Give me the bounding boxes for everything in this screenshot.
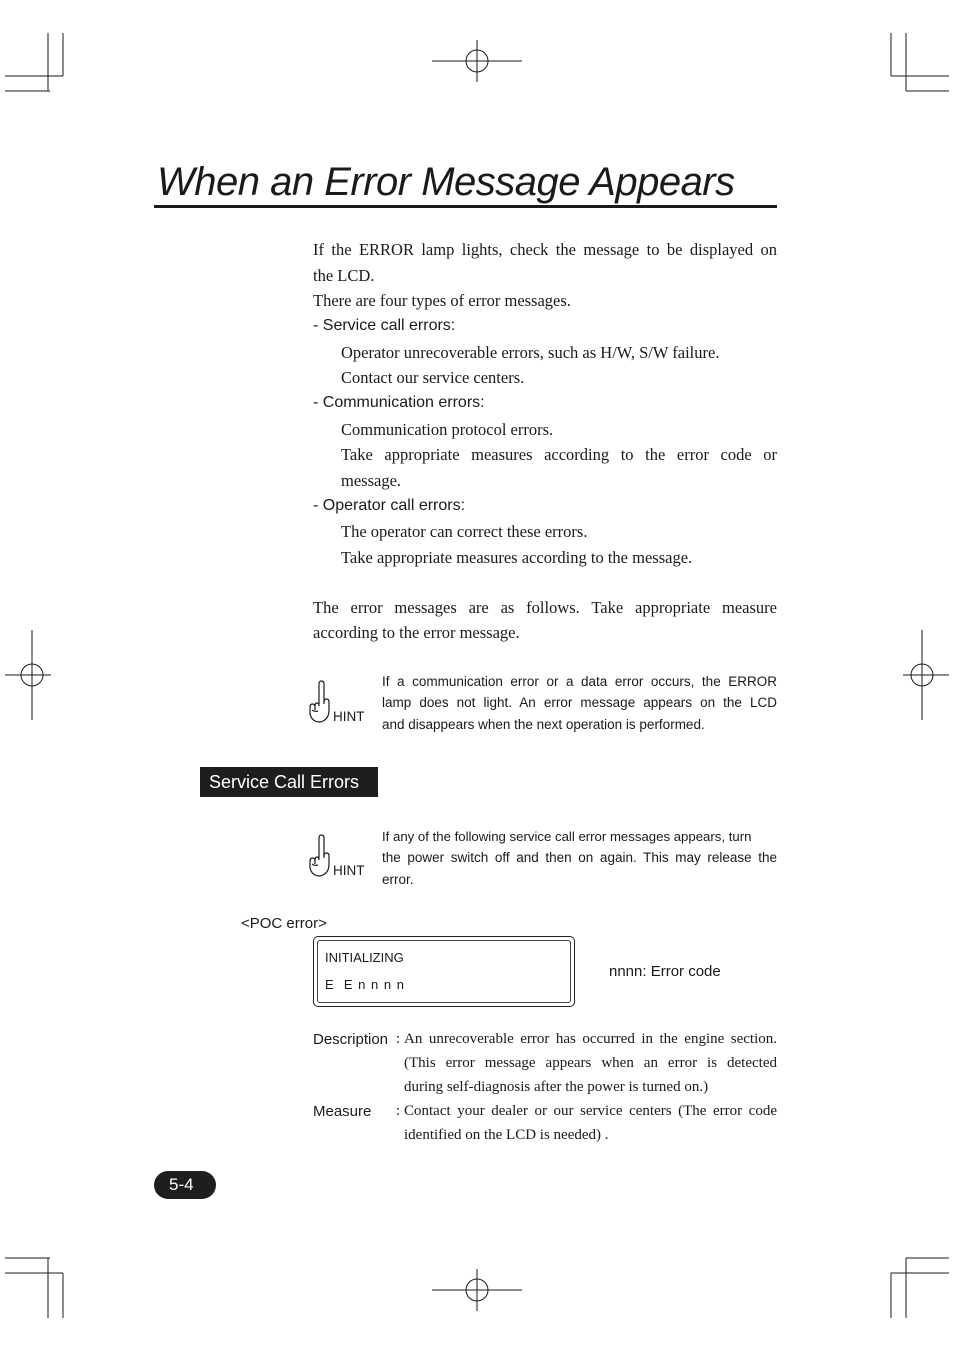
lcd-display — [313, 936, 575, 1007]
type-heading-communication: - Communication errors: — [313, 394, 485, 411]
measure-line: identified on the LCD is needed) . — [404, 1127, 609, 1143]
description-line: (This error message appears when an error is detected — [404, 1055, 777, 1071]
lcd-line-1: INITIALIZING — [325, 950, 404, 965]
type-desc-line: Contact our service centers. — [341, 368, 525, 387]
error-code-note: nnnn: Error code — [609, 963, 721, 980]
title-rule — [154, 205, 777, 208]
description-line: during self-diagnosis after the power is turned on.) — [404, 1079, 709, 1095]
lcd-line-2: E E n n n n — [325, 977, 405, 992]
hint-line: lamp does not light. An error message appears on the LCD — [382, 695, 777, 710]
pointing-hand-icon — [308, 834, 334, 878]
page-number: 5-4 — [154, 1171, 216, 1199]
intro-line: There are four types of error messages. — [313, 291, 571, 310]
measure-colon: : — [396, 1103, 401, 1119]
follows-line: according to the error message. — [313, 623, 520, 642]
type-heading-service: - Service call errors: — [313, 317, 456, 334]
description-colon: : — [396, 1031, 401, 1047]
intro-line: the LCD. — [313, 266, 375, 285]
description-line: An unrecoverable error has occurred in the engine section. — [404, 1031, 777, 1047]
measure-line: Contact your dealer or our service centers (The error code — [404, 1103, 777, 1119]
description-label: Description — [313, 1031, 389, 1048]
hint-line: error. — [382, 872, 414, 887]
hint-line: the power switch off and then on again. This may release the — [382, 850, 777, 865]
type-heading-operator: - Operator call errors: — [313, 497, 466, 514]
hint-line: If a communication error or a data error occurs, the ERROR — [382, 674, 777, 689]
section-heading: Service Call Errors — [200, 767, 378, 797]
type-desc-line: Operator unrecoverable errors, such as H/W, S/W failure. — [341, 343, 720, 362]
type-desc-line: Take appropriate measures according to the message. — [341, 548, 693, 567]
type-desc-line: message. — [341, 471, 402, 490]
intro-line: If the ERROR lamp lights, check the message to be displayed on — [313, 240, 777, 259]
measure-label: Measure — [313, 1103, 372, 1120]
hint-line: If any of the following service call error messages appears, turn — [382, 829, 752, 844]
pointing-hand-icon — [308, 680, 334, 724]
type-desc-line: Communication protocol errors. — [341, 420, 554, 439]
poc-error-label: <POC error> — [241, 915, 327, 932]
page-title: When an Error Message Appears — [157, 160, 735, 204]
type-desc-line: The operator can correct these errors. — [341, 522, 588, 541]
type-desc-line: Take appropriate measures according to the error code or — [341, 445, 777, 464]
follows-line: The error messages are as follows. Take appropriate measure — [313, 598, 777, 617]
hint-line: and disappears when the next operation is performed. — [382, 717, 705, 732]
hint-label: HINT — [333, 863, 365, 878]
hint-label: HINT — [333, 709, 365, 724]
